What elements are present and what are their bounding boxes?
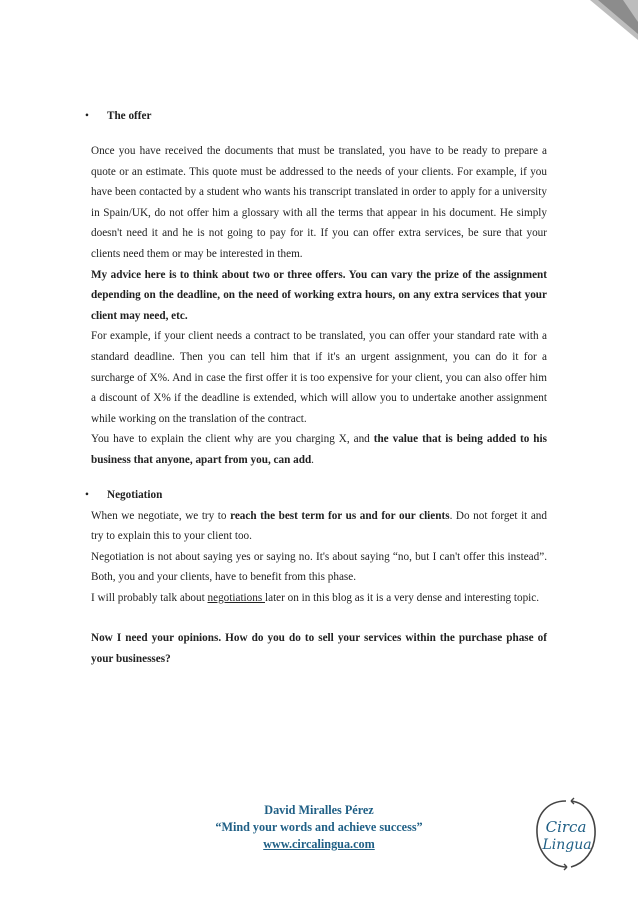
closing-question <box>91 628 547 669</box>
section-heading-offer <box>85 106 547 127</box>
logo-line-1: Circa <box>545 818 587 836</box>
offer-paragraph: Once you have received the documents that must be translated, you have to be ready to prepare a quote or an estimate. This quote must be addressed to the needs of your clients. For example, if you have been contacted by a student who wants his transcript translated in order to apply for a university in Spain/UK, do not offer him a glossary with all the terms that appear in his document. He simply doesn't need it and he is not going to pay for it. If you can offer extra services, be sure that your clients need them or may be interested in them. <box>91 145 547 260</box>
closing-text: Now I need your opinions. How do you do to sell your services within the purchase phase of your businesses? <box>91 632 547 666</box>
negotiations-link[interactable]: negotiations <box>207 591 265 604</box>
neg-text-bold: reach the best term for us and for our clients <box>230 509 450 522</box>
value-text-end: . <box>311 453 314 466</box>
author-name: David Miralles Pérez <box>264 803 374 817</box>
value-text-bold: the value that is being added to his business that anyone, apart from you, can add <box>91 433 547 466</box>
logo-line-2: Lingua <box>542 837 592 853</box>
negotiation-paragraph-2: Negotiation is not about saying yes or saying no. It's about saying “no, but I can't offer this instead”. Both, you and your clients, have to benefit from this phase. <box>91 550 547 584</box>
value-text-start: You have to explain the client why are you charging X, and <box>91 433 374 446</box>
neg3-text-start: I will probably talk about <box>91 591 208 604</box>
slogan: “Mind your words and achieve success” <box>215 820 423 834</box>
neg3-text-end: later on in this blog as it is a very dense and interesting topic. <box>265 591 540 604</box>
negotiation-paragraph-1 <box>91 506 547 547</box>
neg-text-end: . Do not forget it and try to explain this to your client too. <box>91 509 547 543</box>
neg-text-start: When we negotiate, we try to <box>91 509 231 522</box>
offer-advice <box>91 265 547 327</box>
section-heading-negotiation <box>85 485 547 506</box>
bullet-icon: • <box>85 488 89 501</box>
heading-text: The offer <box>107 110 152 122</box>
offer-value-paragraph <box>91 429 547 470</box>
corner-decoration <box>528 0 638 46</box>
bullet-icon: • <box>85 110 89 122</box>
website-link[interactable]: www.circalingua.com <box>263 837 375 851</box>
circa-lingua-logo <box>531 795 601 873</box>
heading-text: Negotiation <box>107 488 163 501</box>
document-body <box>85 106 547 670</box>
negotiation-paragraph-3 <box>91 588 547 609</box>
offer-example-paragraph: For example, if your client needs a contract to be translated, you can offer your standard rate with a standard deadline. Then you can tell him that if it's an urgent assignment, you can do it for a surcharge of X%. And in case the first offer it is too expensive for your client, you can also offer him a discount of X% if the deadline is extended, which will allow you to undertake another assignment while working on the translation of the contract. <box>91 330 547 425</box>
advice-text: My advice here is to think about two or three offers. You can vary the prize of the assignment depending on the deadline, on the need of working extra hours, on any extra services that your client may need, etc. <box>91 268 547 322</box>
